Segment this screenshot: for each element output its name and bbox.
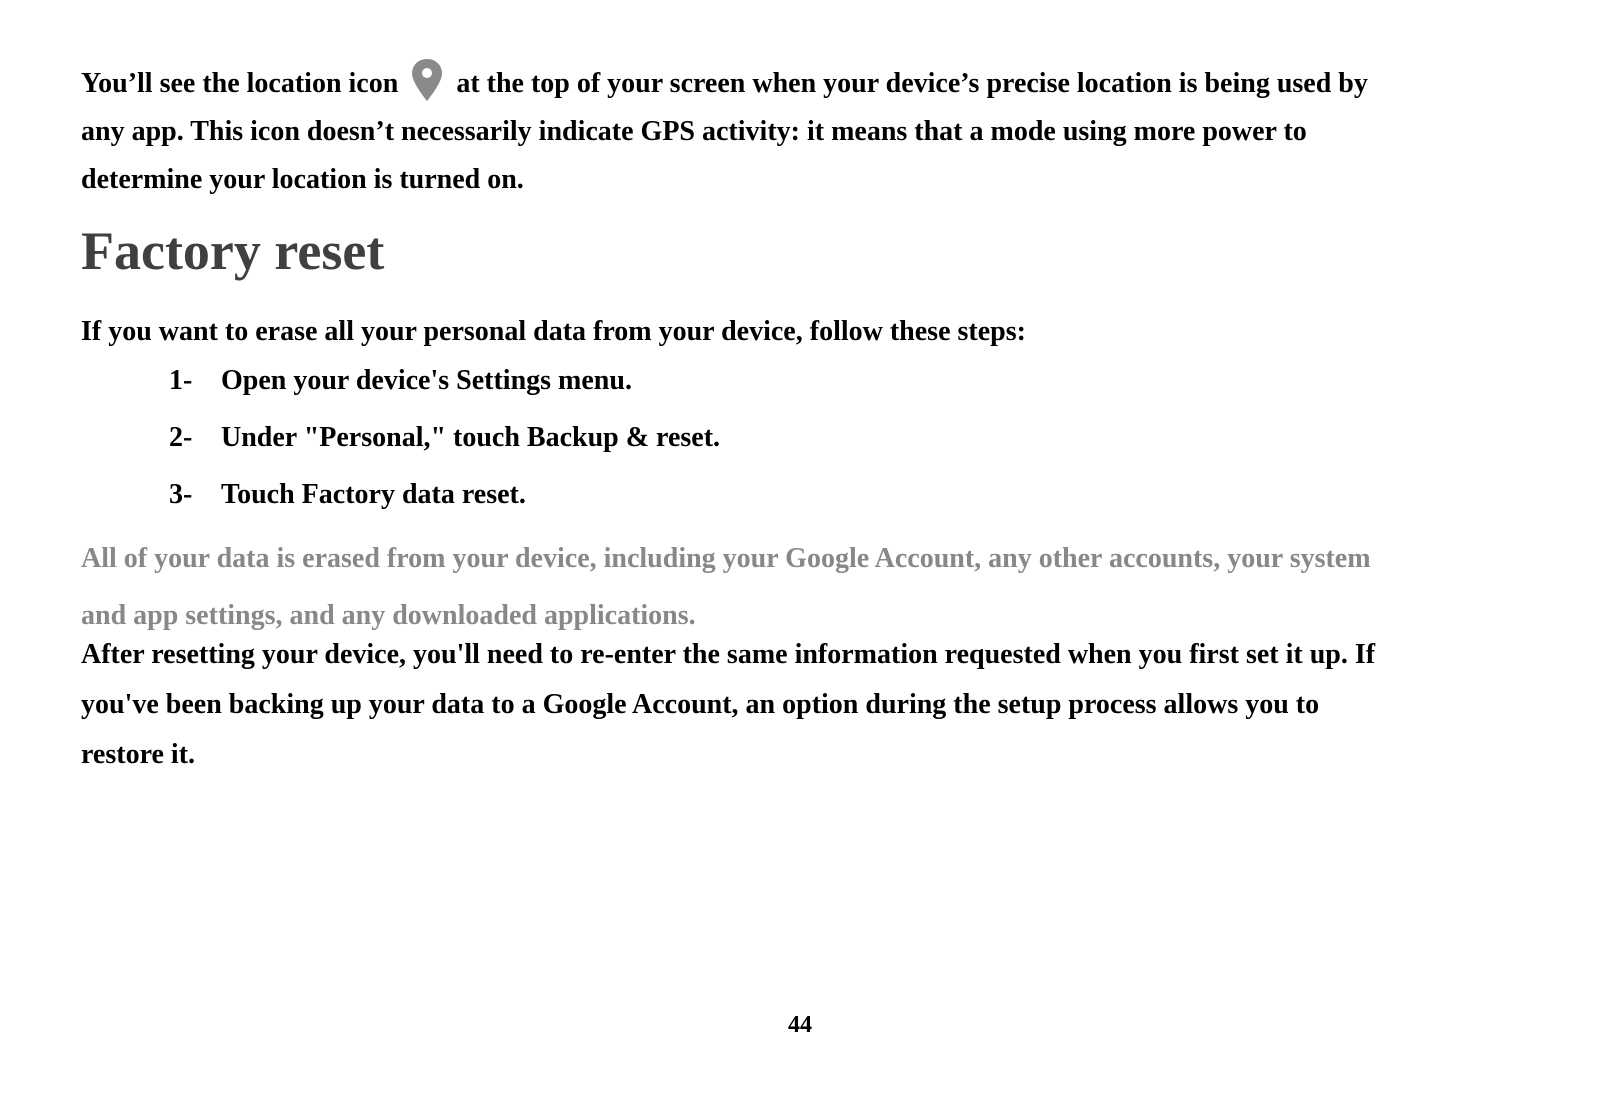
- page-number: 44: [788, 1012, 812, 1038]
- steps-list: [169, 366, 720, 537]
- erased-note-line-1: All of your data is erased from your device, including your Google Account, any other accounts, your system: [81, 543, 1371, 574]
- after-reset-line-1: After resetting your device, you'll need to re-enter the same information requested when you first set it up. If: [81, 639, 1376, 670]
- intro-line-2: any app. This icon doesn’t necessarily indicate GPS activity: it means that a mode using more power to: [81, 116, 1307, 147]
- list-item: [169, 366, 720, 423]
- after-reset-line-2: you've been backing up your data to a Google Account, an option during the setup process allows you to: [81, 689, 1320, 720]
- step-text: Open your device's Settings menu.: [221, 365, 632, 396]
- list-item: [169, 423, 720, 480]
- erased-note-line-2: and app settings, and any downloaded applications.: [81, 600, 696, 631]
- lead-paragraph: If you want to erase all your personal data from your device, follow these steps:: [81, 316, 1026, 347]
- step-text: Under "Personal," touch Backup & reset.: [221, 422, 721, 453]
- after-reset-paragraph: [81, 630, 1541, 780]
- location-pin-icon: [409, 58, 445, 102]
- step-number: 2-: [169, 422, 193, 453]
- after-reset-line-3: restore it.: [81, 739, 196, 770]
- intro-paragraph: [81, 58, 1541, 204]
- intro-text-after-icon: at the top of your screen when your device’s precise location is being used by: [449, 68, 1368, 99]
- step-number: 3-: [169, 479, 193, 510]
- step-number: 1-: [169, 365, 193, 396]
- list-item: [169, 480, 720, 537]
- intro-line-3: determine your location is turned on.: [81, 164, 524, 195]
- intro-line-1: [81, 58, 1541, 108]
- erased-note-paragraph: [81, 530, 1541, 644]
- intro-text-before-icon: You’ll see the location icon: [81, 68, 406, 99]
- section-heading: Factory reset: [81, 221, 385, 281]
- step-text: Touch Factory data reset.: [221, 479, 526, 510]
